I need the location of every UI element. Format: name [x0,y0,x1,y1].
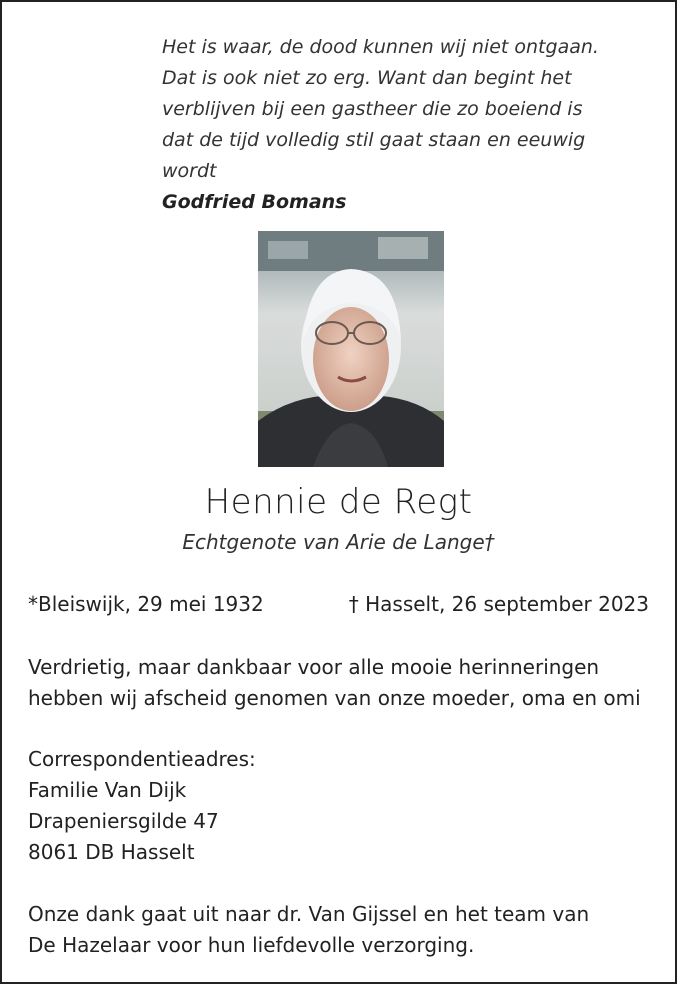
message-line: hebben wij afscheid genomen van onze moeder, oma en omi [28,686,641,710]
birth-date: *Bleiswijk, 29 mei 1932 [28,592,264,616]
quote-author: Godfried Bomans [162,191,347,213]
portrait-image [258,231,444,467]
quote [162,32,642,218]
spouse-line: Echtgenote van Arie de Lange† [182,530,495,554]
message [28,652,658,714]
address-street: Drapeniersgilde 47 [28,809,219,833]
quote-line: Het is waar, de dood kunnen wij niet ontgaan. [162,36,599,58]
quote-line: verblijven bij een gastheer die zo boeiend is [162,98,583,120]
correspondence-address [28,744,658,868]
deceased-name: Hennie de Regt [204,482,473,522]
thanks-line: De Hazelaar voor hun liefdevolle verzorging. [28,933,475,957]
portrait-photo [258,231,444,467]
message-line: Verdrietig, maar dankbaar voor alle mooie herinneringen [28,655,600,679]
address-family: Familie Van Dijk [28,778,187,802]
quote-line: dat de tijd volledig stil gaat staan en eeuwig [162,129,586,151]
address-city: 8061 DB Hasselt [28,840,195,864]
quote-line: wordt [162,160,217,182]
thanks [28,899,658,961]
quote-line: Dat is ook niet zo erg. Want dan begint het [162,67,572,89]
death-date: † Hasselt, 26 september 2023 [348,592,649,616]
address-heading: Correspondentieadres: [28,747,256,771]
thanks-line: Onze dank gaat uit naar dr. Van Gijssel en het team van [28,902,590,926]
